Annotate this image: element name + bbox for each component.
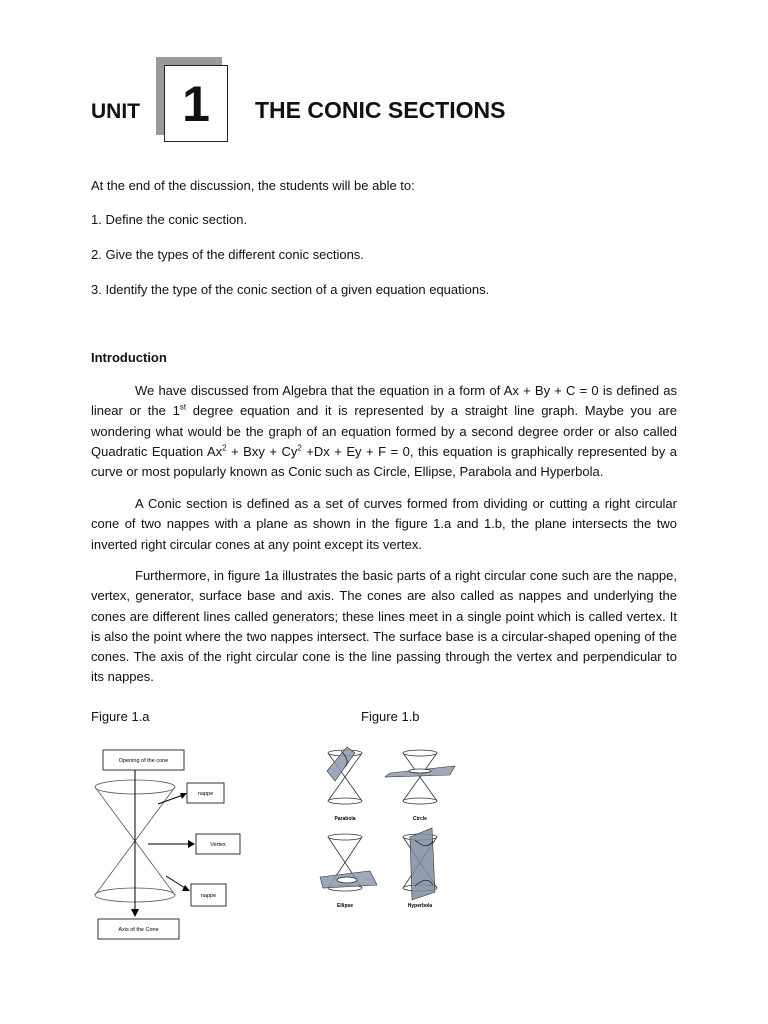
axis-arrow-down bbox=[131, 909, 139, 917]
objective-item-1: 1. Define the conic section. bbox=[91, 212, 248, 227]
arrow-nappe-top bbox=[158, 795, 183, 804]
objective-item-2: 2. Give the types of the different conic sections. bbox=[91, 247, 364, 262]
figure-1a-caption: Figure 1.a bbox=[91, 709, 150, 724]
introduction-heading: Introduction bbox=[91, 350, 167, 365]
intro-paragraph-2: A Conic section is defined as a set of curves formed from dividing or cutting a right circular cone of two nappes with a plane as shown in the figure 1.a and 1.b, the plane intersects the two inverted right circular cones at any point except its vertex. bbox=[91, 496, 677, 552]
unit-number: 1 bbox=[164, 65, 228, 142]
figure-1b-diagram bbox=[315, 745, 465, 915]
arrow-nappe-bottom-head bbox=[182, 885, 190, 891]
figure-1a-diagram bbox=[80, 740, 260, 945]
label-nappe-bottom: nappe bbox=[200, 893, 217, 899]
arrow-nappe-top-head bbox=[180, 793, 187, 799]
figure-1b-caption: Figure 1.b bbox=[361, 709, 420, 724]
unit-label: UNIT bbox=[91, 100, 140, 123]
label-axis-of-cone: Axis of the Cone bbox=[118, 927, 159, 933]
conic-hyperbola bbox=[403, 828, 437, 900]
label-nappe-top: nappe bbox=[197, 791, 214, 797]
conic-parabola bbox=[327, 747, 362, 804]
page-title: THE CONIC SECTIONS bbox=[255, 97, 506, 123]
conic-ellipse bbox=[320, 834, 377, 891]
conic-circle bbox=[385, 750, 455, 804]
label-circle: Circle bbox=[413, 816, 427, 822]
label-hyperbola: Hyperbola bbox=[407, 903, 433, 909]
label-vertex: Vertex bbox=[210, 842, 226, 848]
intro-paragraph-3: Furthermore, in figure 1a illustrates the basic parts of a right circular cone such are the nappe, vertex, generator, surface base and axis. The cones are also called as nappes and underlying the cones are different lines called generators; these lines meet in a single point which is called vertex. It is also the point where the two nappes intersect. The surface base is a circular-shaped opening of the cones. The axis of the right circular cone is the line passing through the vertex and perpendicular to its nappes. bbox=[91, 568, 677, 685]
objective-item-3: 3. Identify the type of the conic section of a given equation equations. bbox=[91, 282, 490, 297]
objectives-intro: At the end of the discussion, the students will be able to: bbox=[91, 178, 415, 193]
label-parabola: Parabola bbox=[334, 816, 356, 822]
arrow-vertex-head bbox=[188, 840, 195, 848]
intro-paragraph-1: We have discussed from Algebra that the equation in a form of Ax + By + C = 0 is defined as linear or the 1st degree equation and it is represented by a straight line graph. Maybe you are wondering what would be the graph of an equation formed by a second degree order or also called Quadratic Equation $Ax^2$ + Bxy + $Cy^2 +Dx + Ey + F = 0$, this equation is graphically represented by a curve or most popularly known as Conic such as Circle, Ellipse, Parabola and Hyperbola. bbox=[91, 383, 677, 480]
label-opening-of-cone: Opening of the cone bbox=[118, 758, 169, 764]
label-ellipse: Ellipse bbox=[336, 903, 354, 909]
